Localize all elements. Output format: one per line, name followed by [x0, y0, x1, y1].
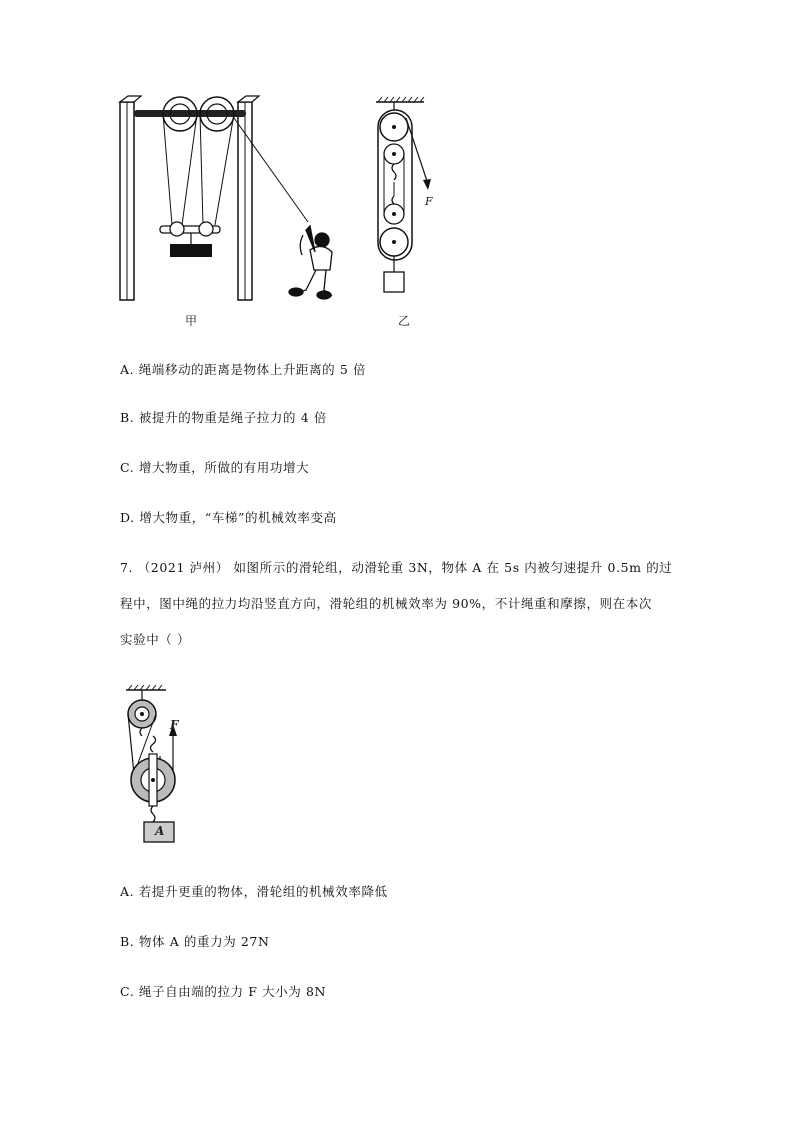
- caption-jia: 甲: [185, 314, 198, 328]
- figure-yi-pulley-system: [368, 96, 448, 306]
- q7-stem-line2: 程中，图中绳的拉力均沿竖直方向，滑轮组的机械效率为 90%，不计绳重和摩擦，则在本次: [120, 596, 652, 611]
- q7-option-a: A. 若提升更重的物体，滑轮组的机械效率降低: [120, 884, 388, 899]
- q7-option-b: B. 物体 A 的重力为 27N: [120, 934, 270, 949]
- q7-force-label: F: [170, 718, 179, 732]
- figure-jia-car-ladder: [110, 90, 360, 310]
- person-pulling: [289, 226, 332, 299]
- weight-block: [170, 244, 212, 257]
- q7-stem-line3: 实验中（ ）: [120, 632, 191, 647]
- yi-force-label: F: [425, 195, 433, 208]
- yi-weight-box: [384, 272, 404, 292]
- q6-option-d: D. 增大物重，“车梯”的机械效率变高: [120, 510, 337, 525]
- q6-option-a: A. 绳端移动的距离是物体上升距离的 5 倍: [120, 362, 367, 377]
- q7-stem-line1: 7. （2021 泸州） 如图所示的滑轮组，动滑轮重 3N，物体 A 在 5s 内被匀速提升 0.5m 的过: [120, 560, 673, 575]
- q6-option-c: C. 增大物重，所做的有用功增大: [120, 460, 310, 475]
- q6-option-b: B. 被提升的物重是绳子拉力的 4 倍: [120, 410, 327, 425]
- q7-option-c: C. 绳子自由端的拉力 F 大小为 8N: [120, 984, 327, 999]
- q7-block-label: A: [155, 824, 165, 838]
- caption-yi: 乙: [398, 314, 411, 328]
